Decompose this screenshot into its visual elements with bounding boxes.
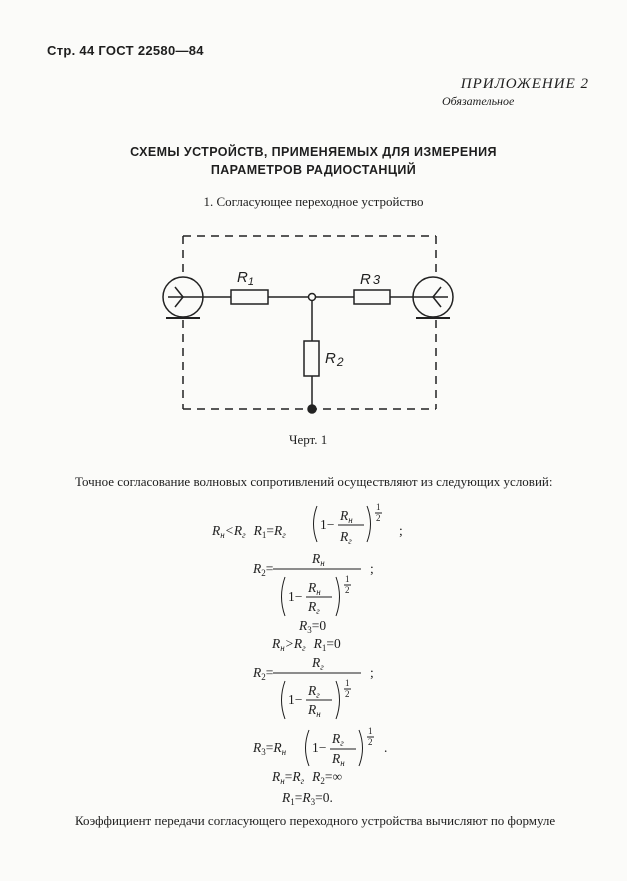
svg-text:Rг: $R_г$: [312, 655, 324, 672]
svg-text:2: 2: [345, 585, 350, 595]
svg-text:2: 2: [376, 513, 381, 523]
svg-text:2: 2: [345, 689, 350, 699]
svg-text:Rг: $R_г$: [340, 529, 352, 546]
document-title-line-2: ПАРАМЕТРОВ РАДИОСТАНЦИЙ: [210, 163, 417, 177]
svg-text:Rн: $R_н$: [308, 702, 321, 719]
svg-text:1: 1: [376, 502, 381, 512]
page-header: Стр. 44 ГОСТ 22580—84: [47, 43, 204, 58]
svg-text:R2=: $R_2=$: [253, 665, 274, 682]
resistor-r3-label: R 3: [360, 271, 381, 288]
svg-text:Rн: $R_н$: [332, 751, 345, 768]
svg-text:Rн=RгR2=∞: $R_н=R_г$ $R_2=\infty$: [272, 769, 343, 786]
svg-text:Rн: $R_н$: [340, 508, 353, 525]
svg-text:1: 1: [345, 678, 350, 688]
svg-text:;: ;: [370, 561, 374, 576]
svg-text:Rг: $R_г$: [308, 599, 320, 616]
resistor-r2-label: $R_2$: [325, 350, 344, 369]
svg-text:1−: 1−: [320, 517, 335, 532]
svg-text:1: 1: [368, 726, 373, 736]
svg-text:Rг: $R_г$: [332, 731, 344, 748]
svg-text:.: .: [384, 740, 388, 755]
svg-text:Rн>RгR1=0: $R_н>R_г$ $R_1=0$: [272, 636, 341, 653]
appendix-status: Обязательное: [442, 94, 515, 108]
section-heading: 1. Согласующее переходное устройство: [203, 194, 424, 209]
conditions-paragraph: Точное согласование волновых сопротивлений осуществляют из следующих условий:: [75, 474, 553, 489]
svg-text:;: ;: [399, 523, 403, 538]
svg-text:2: 2: [368, 737, 373, 747]
resistor-r1-label: $R_1$: [237, 269, 254, 288]
svg-text:R3=0: $R_3=0$: [299, 618, 327, 635]
svg-text:Rг: $R_г$: [308, 683, 320, 700]
svg-text:Rн: $R_н$: [308, 580, 321, 597]
svg-text:1−: 1−: [288, 589, 303, 604]
svg-text:R3=Rн: $R_3=R_н$: [253, 740, 287, 757]
svg-text:Rн: $R_н$: [312, 551, 325, 568]
svg-text:;: ;: [370, 665, 374, 680]
svg-text:Rн<RгR1=Rг: $R_н<R_г$ $R_1=R_г$: [212, 523, 286, 540]
svg-text:1: 1: [345, 574, 350, 584]
document-title-line-1: СХЕМЫ УСТРОЙСТВ, ПРИМЕНЯЕМЫХ ДЛЯ ИЗМЕРЕНИЯ: [130, 145, 497, 159]
svg-text:R1=R3=0.: $R_1=R_3=0$.: [282, 790, 333, 807]
transfer-coefficient-paragraph: Коэффициент передачи согласующего переходного устройства вычисляют по формуле: [75, 813, 556, 828]
svg-text:1−: 1−: [288, 692, 303, 707]
figure-caption: Черт. 1: [289, 432, 328, 447]
svg-text:1−: 1−: [312, 740, 327, 755]
svg-text:R2=: $R_2=$: [253, 561, 274, 578]
appendix-title: ПРИЛОЖЕНИЕ 2: [460, 76, 589, 92]
